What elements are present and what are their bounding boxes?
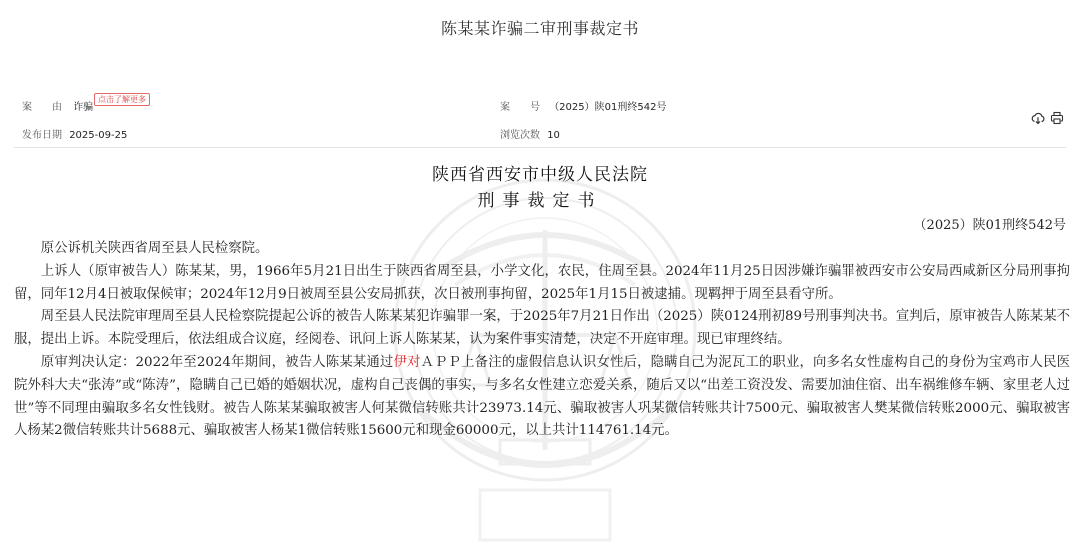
download-icon[interactable] (1031, 111, 1045, 125)
document-case-number: （2025）陕01刑终542号 (913, 218, 1066, 233)
cause-row (22, 95, 146, 113)
toolbar-icons (1031, 110, 1064, 126)
paragraph-text: 原审判决认定：2022年至2024年期间，被告人陈某某通过 (40, 354, 394, 370)
court-name: 陕西省西安市中级人民法院 (432, 165, 648, 185)
cause-label: 案 由 (22, 102, 62, 113)
publish-row (22, 126, 127, 141)
case-no-value: （2025）陕01刑终542号 (549, 102, 667, 113)
views-value: 10 (547, 130, 560, 141)
print-icon[interactable] (1050, 111, 1064, 125)
case-no-row (500, 98, 666, 113)
paragraph (14, 352, 1070, 443)
cause-value[interactable]: 诈骗 (73, 102, 94, 113)
case-no-label: 案 号 (500, 102, 540, 113)
highlighted-term: 伊对 (393, 354, 421, 370)
views-row (500, 126, 560, 141)
document-type: 刑事裁定书 (477, 191, 603, 211)
publish-value: 2025-09-25 (69, 130, 128, 141)
paragraph: 周至县人民法院审理周至县人民检察院提起公诉的被告人陈某某犯诈骗罪一案，于2025年7月21日作出（2025）陕0124刑初89号刑事判决书。宣判后，原审被告人陈某某不服，提出上诉。本院受理后，依法组成合议庭，经阅卷、讯问上诉人陈某某，认为案件事实清楚，决定不开庭审理。现已审理终结。 (14, 309, 1070, 348)
paragraph-text: ＡＰＰ上备注的虚假信息认识女性后，隐瞒自己为泥瓦工的职业，向多名女性虚构自己的身份为宝鸡市人民医院外科大夫“张涛”或“陈涛”，隐瞒自己已婚的婚姻状况，虚构自己丧偶的事实，与多名女性建立恋爱关系，随后又以“出差工资没发、需要加油住宿、出车祸维修车辆、家里老人过世”等不同理由骗取多名女性钱财。被告人陈某某骗取被害人何某微信转账共计23973.14元、骗取被害人巩某微信转账共计7500元、骗取被害人樊某微信转账2000元、骗取被害人杨某2微信转账共计5688元、骗取被害人杨某1微信转账15600元和现金60000元，以上共计114761.14元。 (14, 354, 1071, 439)
meta-divider (14, 147, 1066, 148)
paragraph: 上诉人（原审被告人）陈某某，男，1966年5月21日出生于陕西省周至县，小学文化，农民，住周至县。2024年11月25日因涉嫌诈骗罪被西安市公安局西咸新区分局刑事拘留，同年12月4日被取保候审；2024年12月9日被周至县公安局抓获，次日被刑事拘留，2025年1月15日被逮捕。现羁押于周至县看守所。 (14, 263, 1070, 302)
paragraph: 原公诉机关陕西省周至县人民检察院。 (40, 241, 269, 256)
judgment-body (14, 238, 1070, 443)
learn-more-badge[interactable]: 点击了解更多 (94, 93, 150, 106)
page-title: 陈某某诈骗二审刑事裁定书 (440, 19, 639, 38)
views-label: 浏览次数 (500, 130, 540, 141)
publish-label: 发布日期 (22, 130, 62, 141)
